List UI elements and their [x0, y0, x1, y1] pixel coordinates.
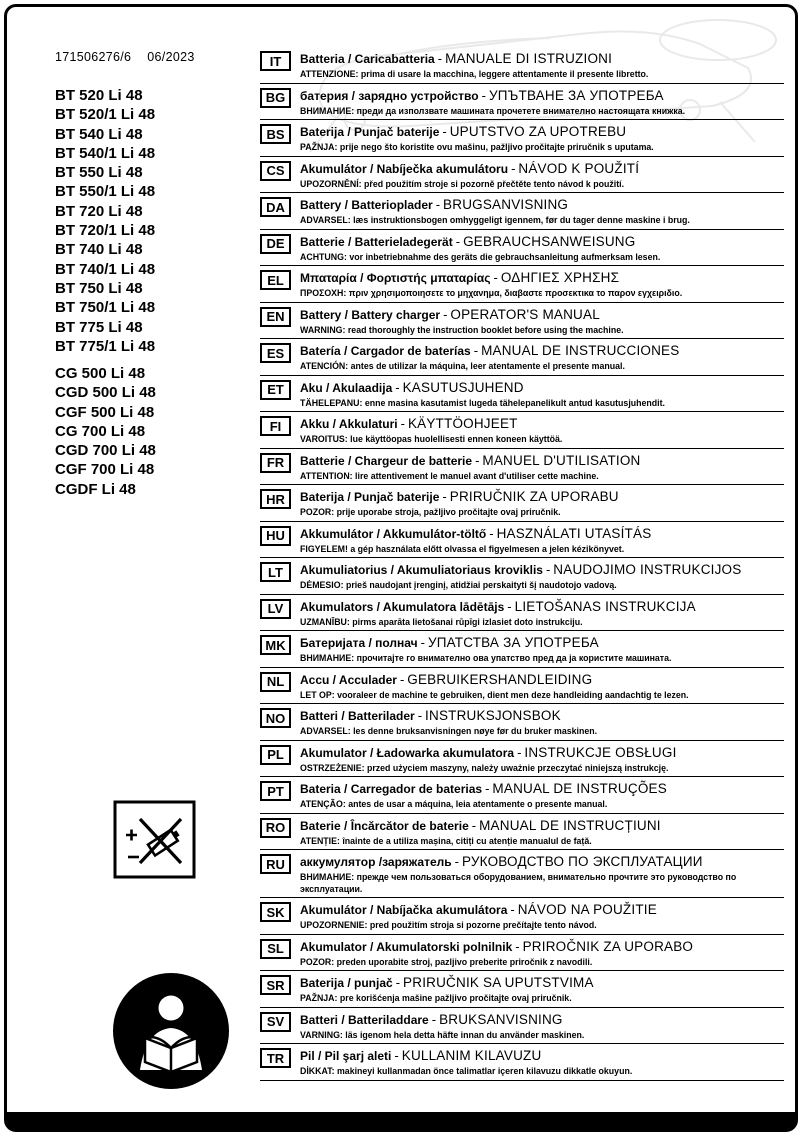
language-warning: PAŽNJA: prije nego što koristite ovu mašinu, pažljivo pročitajte priručnik s uputama. [300, 142, 654, 152]
manual-title: MANUEL D'UTILISATION [482, 452, 641, 468]
model-item: BT 750 Li 48 [55, 279, 143, 297]
language-entry [260, 193, 784, 230]
title-separator: - [510, 902, 515, 917]
language-title [300, 598, 784, 616]
language-warning: POZOR: prije uporabe stroja, pažljivo pročitajte ovaj priručnik. [300, 507, 561, 517]
product-name: Batteri / Batteriladdare [300, 1012, 429, 1027]
language-entry [260, 303, 784, 340]
product-name: Akkumulátor / Akkumulátor-töltő [300, 526, 487, 541]
language-code: DA [266, 199, 285, 215]
product-name: Baterie / Încărcător de baterie [300, 818, 469, 833]
title-separator: - [517, 744, 522, 760]
manual-title: MANUAL DE INSTRUÇÕES [492, 781, 667, 796]
language-entry [260, 120, 784, 157]
language-entry [260, 1044, 784, 1081]
title-separator: - [394, 1048, 399, 1063]
model-item: CG 500 Li 48 [55, 365, 146, 382]
battery-disposal-icon [113, 800, 196, 879]
model-item: BT 520 Li 48 [55, 87, 143, 104]
language-title [300, 1047, 784, 1065]
language-code: SL [267, 941, 284, 956]
language-title [300, 87, 784, 105]
language-code-badge [260, 818, 291, 838]
language-title [300, 160, 784, 178]
bottom-bar [7, 1112, 795, 1129]
title-separator: - [515, 938, 520, 954]
manual-title: MANUALE DI ISTRUZIONI [445, 51, 613, 66]
language-entry [260, 898, 784, 935]
language-warning: POZOR: preden uporabite stroj, pazljivo preberite priročnik z navodili. [300, 956, 593, 967]
product-name: Aku / Akulaadija [300, 380, 393, 395]
manual-title: INSTRUKSJONSBOK [425, 708, 561, 723]
language-warning: UZMANĪBU: pirms aparāta lietošanai rūpīgi izlasiet doto instrukciju. [300, 616, 583, 627]
language-warning: WARNING: read thoroughly the instruction booklet before using the machine. [300, 324, 624, 335]
language-title [300, 561, 784, 579]
title-separator: - [443, 306, 448, 322]
language-title [300, 342, 784, 360]
language-code: FR [266, 455, 285, 470]
document-number: 171506276/6 [55, 50, 132, 64]
language-code-badge [260, 416, 291, 436]
language-entry [260, 595, 784, 632]
language-entry [260, 449, 784, 486]
product-name: Akumulátor / Nabíječka akumulátoru [300, 161, 509, 176]
language-code-badge [260, 489, 291, 509]
title-separator: - [481, 87, 486, 103]
document-date: 06/2023 [147, 50, 195, 64]
manual-title: OPERATOR'S MANUAL [450, 306, 600, 322]
language-warning: ATTENZIONE: prima di usare la macchina, leggere attentamente il presente libretto. [300, 69, 649, 79]
language-code: EL [267, 272, 284, 288]
language-entry [260, 935, 784, 972]
product-name: Baterija / Punjač baterije [300, 490, 440, 504]
language-code: SR [266, 977, 285, 993]
manual-title: NÁVOD K POUŽITÍ [518, 160, 640, 176]
language-warning: ВНИМАНИЕ: преди да използвате машината прочетете внимателно настоящата книжка. [300, 105, 686, 116]
model-item: BT 720/1 Li 48 [55, 222, 156, 240]
manual-title: LIETOŠANAS INSTRUKCIJA [514, 598, 696, 614]
document-number-line [55, 50, 195, 64]
title-separator: - [485, 781, 490, 796]
model-item: BT 740 Li 48 [55, 241, 143, 259]
language-code-badge [260, 708, 291, 728]
language-warning: OSTRZEŻENIE: przed użyciem maszyny, należy uważnie przeczytać niniejszą instrukcję. [300, 762, 669, 773]
language-code: PL [267, 747, 284, 762]
language-code-badge [260, 1048, 291, 1068]
language-code-badge [260, 854, 291, 874]
manual-title: PRIRUČNIK ZA UPORABU [449, 489, 619, 504]
product-name: Bateria / Carregador de baterias [300, 782, 483, 796]
language-entry [260, 157, 784, 194]
language-entry [260, 777, 784, 814]
title-separator: - [489, 525, 494, 541]
language-warning: ATENÇÃO: antes de usar a máquina, leia atentamente o presente manual. [300, 799, 608, 809]
language-warning: ACHTUNG: vor inbetriebnahme des geräts die gebrauchsanleitung aufmerksam lesen. [300, 251, 661, 262]
language-code: RU [266, 856, 285, 872]
language-entry [260, 266, 784, 303]
model-item: BT 775 Li 48 [55, 318, 143, 336]
language-warning: VAROITUS: lue käyttöopas huolellisesti ennen koneen käyttöä. [300, 434, 563, 444]
title-separator: - [437, 51, 443, 66]
manual-title: ΟΔΗΓΙΕΣ ΧΡΗΣΗΣ [500, 270, 620, 285]
title-separator: - [442, 124, 447, 139]
language-list [260, 47, 784, 1081]
language-warning: ATENCIÓN: antes de utilizar la máquina, leer atentamente el presente manual. [300, 361, 625, 371]
language-entry [260, 339, 784, 376]
model-item: CGF 500 Li 48 [55, 403, 155, 421]
language-entry [260, 84, 784, 121]
language-title [300, 379, 784, 397]
language-code-badge [260, 672, 291, 692]
product-name: Μπαταρία / Φορτιστής μπαταρίας [300, 271, 491, 285]
product-name: Battery / Battery charger [300, 307, 441, 322]
manual-title: UPUTSTVO ZA UPOTREBU [449, 124, 627, 139]
language-code: BS [266, 126, 285, 142]
model-item: CGF 700 Li 48 [55, 461, 155, 479]
title-separator: - [454, 854, 459, 869]
product-name: Akumulator / Ładowarka akumulatora [300, 745, 515, 760]
language-code-badge [260, 234, 291, 254]
manual-title: NAUDOJIMO INSTRUKCIJOS [553, 562, 742, 577]
language-warning: ВНИМАНИЕ: прочитајте го внимателно ова упатство пред да ја користите машината. [300, 653, 672, 663]
product-name: Akumulator / Akumulatorski polnilnik [300, 939, 513, 954]
language-title [300, 780, 784, 798]
language-title [300, 415, 784, 433]
title-separator: - [435, 197, 441, 212]
product-name: Akumuliatorius / Akumuliatoriaus kroviklis [300, 563, 543, 577]
language-title [300, 707, 784, 725]
model-list-cg [55, 364, 156, 499]
model-item: BT 550 Li 48 [55, 164, 143, 182]
language-title [300, 525, 784, 543]
language-entry [260, 558, 784, 595]
language-code-badge [260, 197, 291, 217]
title-separator: - [400, 416, 405, 431]
language-warning: ADVARSEL: læs instruktionsbogen omhyggeligt igennem, før du tager denne maskine i brug. [300, 215, 690, 225]
title-separator: - [475, 452, 480, 468]
language-code: HR [266, 491, 285, 507]
language-title [300, 306, 784, 324]
language-title [300, 488, 784, 506]
language-code-badge [260, 902, 291, 922]
product-name: Pil / Pil şarj aleti [300, 1049, 392, 1063]
product-name: Baterija / Punjač baterije [300, 125, 440, 139]
language-title [300, 901, 784, 919]
product-name: батерия / зарядно устройство [300, 88, 479, 103]
language-warning: UPOZORNĚNÍ: před použitím stroje si pozorně přečtěte tento návod k použití. [300, 178, 625, 189]
manual-title: РУКОВОДСТВО ПО ЭКСПЛУАТАЦИИ [461, 854, 703, 869]
language-title [300, 744, 784, 762]
language-code-badge [260, 88, 291, 108]
manual-title: PRIROČNIK ZA UPORABO [522, 938, 694, 954]
language-entry [260, 971, 784, 1008]
title-separator: - [395, 379, 400, 395]
language-code: FI [269, 418, 282, 434]
title-separator: - [442, 489, 447, 504]
language-code-badge [260, 635, 291, 655]
language-code: SV [266, 1014, 285, 1029]
manual-title: HASZNÁLATI UTASÍTÁS [496, 525, 652, 541]
language-code-badge [260, 124, 291, 144]
manual-title: УПАТСТВА ЗА УПОТРЕБА [427, 635, 599, 650]
language-entry [260, 230, 784, 267]
language-warning: DĖMESIO: prieš naudojant įrenginį, atidžiai perskaityti šį naudotojo vadovą. [300, 580, 617, 590]
product-name: Batería / Cargador de baterías [300, 344, 471, 358]
language-code: LV [267, 601, 284, 616]
title-separator: - [511, 160, 516, 176]
language-title [300, 50, 784, 68]
title-separator: - [399, 671, 405, 687]
product-name: Батеријата / полнач [300, 636, 418, 650]
language-code-badge [260, 343, 291, 363]
language-title [300, 452, 784, 470]
language-entry [260, 412, 784, 449]
language-entry [260, 850, 784, 898]
title-separator: - [473, 343, 479, 358]
product-name: Battery / Batterioplader [300, 198, 433, 212]
language-code: RO [265, 820, 286, 835]
language-code: NO [265, 710, 286, 726]
model-item: CGD 700 Li 48 [55, 442, 156, 460]
language-title [300, 938, 784, 956]
language-code-badge [260, 161, 291, 181]
language-title [300, 1011, 784, 1029]
title-separator: - [507, 598, 512, 614]
language-code: IT [269, 53, 282, 69]
language-code-badge [260, 307, 291, 327]
product-name: Batterie / Chargeur de batterie [300, 453, 473, 468]
manual-title: УПЪТВАНЕ ЗА УПОТРЕБА [488, 87, 664, 103]
product-name: аккумулятор /заряжатель [300, 855, 452, 869]
language-code-badge [260, 1012, 291, 1032]
model-list-bt [55, 86, 155, 356]
language-warning: TÄHELEPANU: enne masina kasutamist lugeda tähelepanelikult antud kasutusjuhendit. [300, 397, 665, 408]
language-warning: PAŽNJA: pre korišćenja mašine pažljivo pročitajte ovaj priručnik. [300, 993, 572, 1003]
language-code: EN [266, 309, 285, 324]
language-title [300, 853, 784, 871]
language-title [300, 196, 784, 214]
model-item: BT 740/1 Li 48 [55, 260, 156, 278]
product-name: Accu / Acculader [300, 672, 397, 687]
language-code-badge [260, 781, 291, 801]
title-separator: - [545, 562, 551, 577]
manual-title: KASUTUSJUHEND [402, 379, 524, 395]
language-entry [260, 741, 784, 778]
language-code-badge [260, 51, 291, 71]
language-entry [260, 704, 784, 741]
language-code: BG [265, 90, 286, 105]
product-name: Batteri / Batterilader [300, 709, 415, 723]
language-code-badge [260, 599, 291, 619]
language-entry [260, 631, 784, 668]
language-warning: ВНИМАНИЕ: прежде чем пользоваться оборудованием, внимательно прочтите это руководство по эксплуатации. [300, 872, 737, 894]
manual-title: PRIRUČNIK SA UPUTSTVIMA [403, 975, 594, 990]
language-code: TR [266, 1050, 285, 1066]
model-item: BT 750/1 Li 48 [55, 299, 156, 317]
language-code: MK [265, 637, 286, 653]
language-entry [260, 376, 784, 413]
language-code: CS [266, 163, 285, 178]
title-separator: - [455, 233, 461, 249]
language-title [300, 974, 784, 992]
language-entry [260, 814, 784, 851]
language-warning: VARNING: läs igenom hela detta häfte innan du använder maskinen. [300, 1029, 585, 1040]
model-item: BT 550/1 Li 48 [55, 183, 156, 201]
language-entry [260, 522, 784, 559]
language-code-badge [260, 453, 291, 473]
language-warning: ATTENTION: lire attentivement le manuel avant d'utiliser cette machine. [300, 470, 599, 481]
language-title [300, 817, 784, 835]
manual-title: NÁVOD NA POUŽITIE [517, 902, 657, 917]
language-warning: UPOZORNENIE: pred použitím stroja si pozorne prečítajte tento návod. [300, 920, 597, 930]
language-code-badge [260, 975, 291, 995]
title-separator: - [420, 635, 425, 650]
language-warning: DİKKAT: makineyi kullanmadan önce talimatlar içeren kilavuzu dikkatle okuyun. [300, 1066, 633, 1076]
product-name: Akumulators / Akumulatora lādētājs [300, 599, 505, 614]
language-code-badge [260, 270, 291, 290]
title-separator: - [417, 708, 423, 723]
manual-title: BRUGSANVISNING [443, 197, 569, 212]
language-code: NL [266, 674, 285, 689]
language-title [300, 233, 784, 251]
model-item: BT 775/1 Li 48 [55, 337, 156, 355]
manual-title: KULLANIM KILAVUZU [401, 1048, 542, 1063]
manual-title: KÄYTTÖOHJEET [407, 416, 518, 431]
language-code-badge [260, 745, 291, 765]
product-name: Batteria / Caricabatteria [300, 52, 435, 66]
read-manual-icon [112, 972, 230, 1090]
manual-title: GEBRUIKERSHANDLEIDING [407, 671, 593, 687]
product-name: Batterie / Batterieladegerät [300, 234, 453, 249]
product-name: Akumulátor / Nabíjačka akumulátora [300, 903, 508, 917]
title-separator: - [471, 817, 477, 833]
language-warning: ΠΡΟΣΟΧΗ: πριν χρησιμοποιησετε το μηχανημα, διαβαστε προσεκτικα το παρον εγχειριδιο. [300, 288, 683, 298]
language-title [300, 671, 784, 689]
language-entry [260, 668, 784, 705]
language-entry [260, 485, 784, 522]
title-separator: - [395, 975, 401, 990]
language-code: ET [267, 382, 284, 397]
language-title [300, 634, 784, 652]
manual-title: BRUKSANVISNING [439, 1011, 563, 1027]
manual-title: MANUAL DE INSTRUCCIONES [481, 343, 680, 358]
language-warning: FIGYELEM! a gép használata előtt olvassa el figyelmesen a jelen kézikönyvet. [300, 543, 625, 554]
language-code: HU [266, 528, 285, 543]
language-entry [260, 47, 784, 84]
language-code-badge [260, 562, 291, 582]
language-code: ES [266, 345, 285, 361]
model-item: BT 720 Li 48 [55, 202, 143, 220]
language-warning: ATENȚIE: înainte de a utiliza mașina, citiți cu atenție manualul de față. [300, 835, 592, 846]
title-separator: - [431, 1011, 437, 1027]
manual-title: GEBRAUCHSANWEISUNG [463, 233, 636, 249]
model-item: CGD 500 Li 48 [55, 384, 156, 402]
model-item: BT 540/1 Li 48 [55, 144, 156, 162]
product-name: Baterija / punjač [300, 976, 393, 990]
language-code-badge [260, 939, 291, 959]
model-item: CG 700 Li 48 [55, 422, 146, 440]
model-item: BT 520/1 Li 48 [55, 106, 156, 124]
language-code: SK [266, 904, 285, 920]
language-code-badge [260, 526, 291, 546]
language-code: DE [266, 236, 285, 251]
language-warning: ADVARSEL: les denne bruksanvisningen nøye før du bruker maskinen. [300, 726, 598, 736]
language-title [300, 123, 784, 141]
product-name: Akku / Akkulaturi [300, 417, 398, 431]
language-code-badge [260, 380, 291, 400]
language-code: LT [268, 564, 283, 580]
model-item: CGDF Li 48 [55, 480, 136, 498]
title-separator: - [493, 270, 498, 285]
language-code: PT [267, 783, 284, 799]
language-entry [260, 1008, 784, 1045]
language-title [300, 269, 784, 287]
language-warning: LET OP: vooraleer de machine te gebruiken, dient men deze handleiding aandachtig te lezen. [300, 689, 689, 700]
manual-title: INSTRUKCJE OBSŁUGI [524, 744, 677, 760]
model-item: BT 540 Li 48 [55, 125, 143, 143]
manual-title: MANUAL DE INSTRUCȚIUNI [479, 817, 661, 833]
